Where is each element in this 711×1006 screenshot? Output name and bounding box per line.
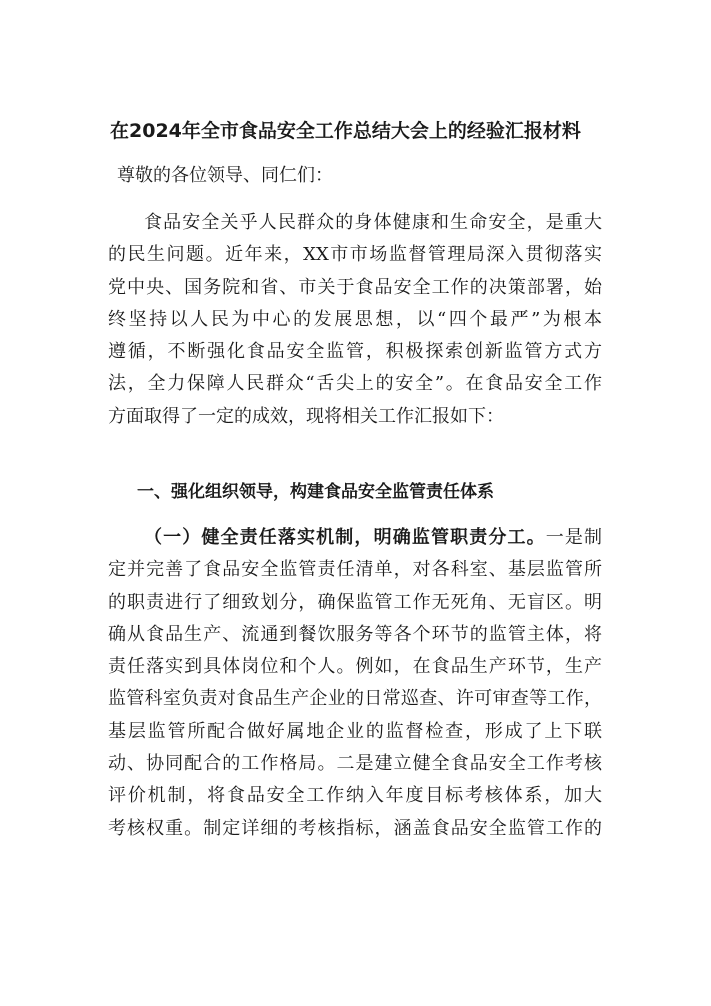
subsection-line: 评价机制，将食品安全工作纳入年度目标考核体系，加大 [108,785,602,807]
subsection-line: 考核权重。制定详细的考核指标，涵盖食品安全监管工作的 [108,817,602,839]
intro-line: 党中央、国务院和省、市关于食品安全工作的决策部署，始 [108,276,602,298]
subsection-line: 监管科室负责对食品生产企业的日常巡查、许可审查等工作， [108,688,602,710]
subsection-line: 基层监管所配合做好属地企业的监督检查，形成了上下联 [108,720,602,742]
subsection-line: 责任落实到具体岗位和个人。例如，在食品生产环节，生产 [108,656,602,678]
intro-line: 方面取得了一定的成效，现将相关工作汇报如下： [108,405,504,427]
subsection-line: 动、协同配合的工作格局。二是建立健全食品安全工作考核 [108,753,602,775]
subsection-heading: （一）健全责任落实机制，明确监管职责分工。 [144,527,546,548]
intro-paragraph [108,207,602,433]
subsection-line: 的职责进行了细致划分，确保监管工作无死角、无盲区。明 [108,591,602,613]
intro-line: 食品安全关乎人民群众的身体健康和生命安全，是重大 [144,212,602,233]
intro-line: 终坚持以人民为中心的发展思想，以“四个最严”为根本 [108,308,602,330]
salutation: 尊敬的各位领导、同仁们： [117,165,333,186]
intro-line: 遵循，不断强化食品安全监管，积极探索创新监管方式方 [108,341,602,363]
subsection-first-line-text: 一是制 [545,527,603,548]
intro-line: 法，全力保障人民群众“舌尖上的安全”。在食品安全工作 [108,373,602,395]
subsection-line: 确从食品生产、流通到餐饮服务等各个环节的监管主体，将 [108,623,602,645]
document-title: 在2024年全市食品安全工作总结大会上的经验汇报材料 [110,120,581,142]
intro-line: 的民生问题。近年来，XX市市场监督管理局深入贯彻落实 [108,244,602,266]
subsection-line: 定并完善了食品安全监管责任清单，对各科室、基层监管所 [108,559,602,581]
section-heading: 一、强化组织领导，构建食品安全监管责任体系 [137,482,494,502]
subsection-first-line [108,522,602,554]
subsection-paragraph [108,522,602,845]
